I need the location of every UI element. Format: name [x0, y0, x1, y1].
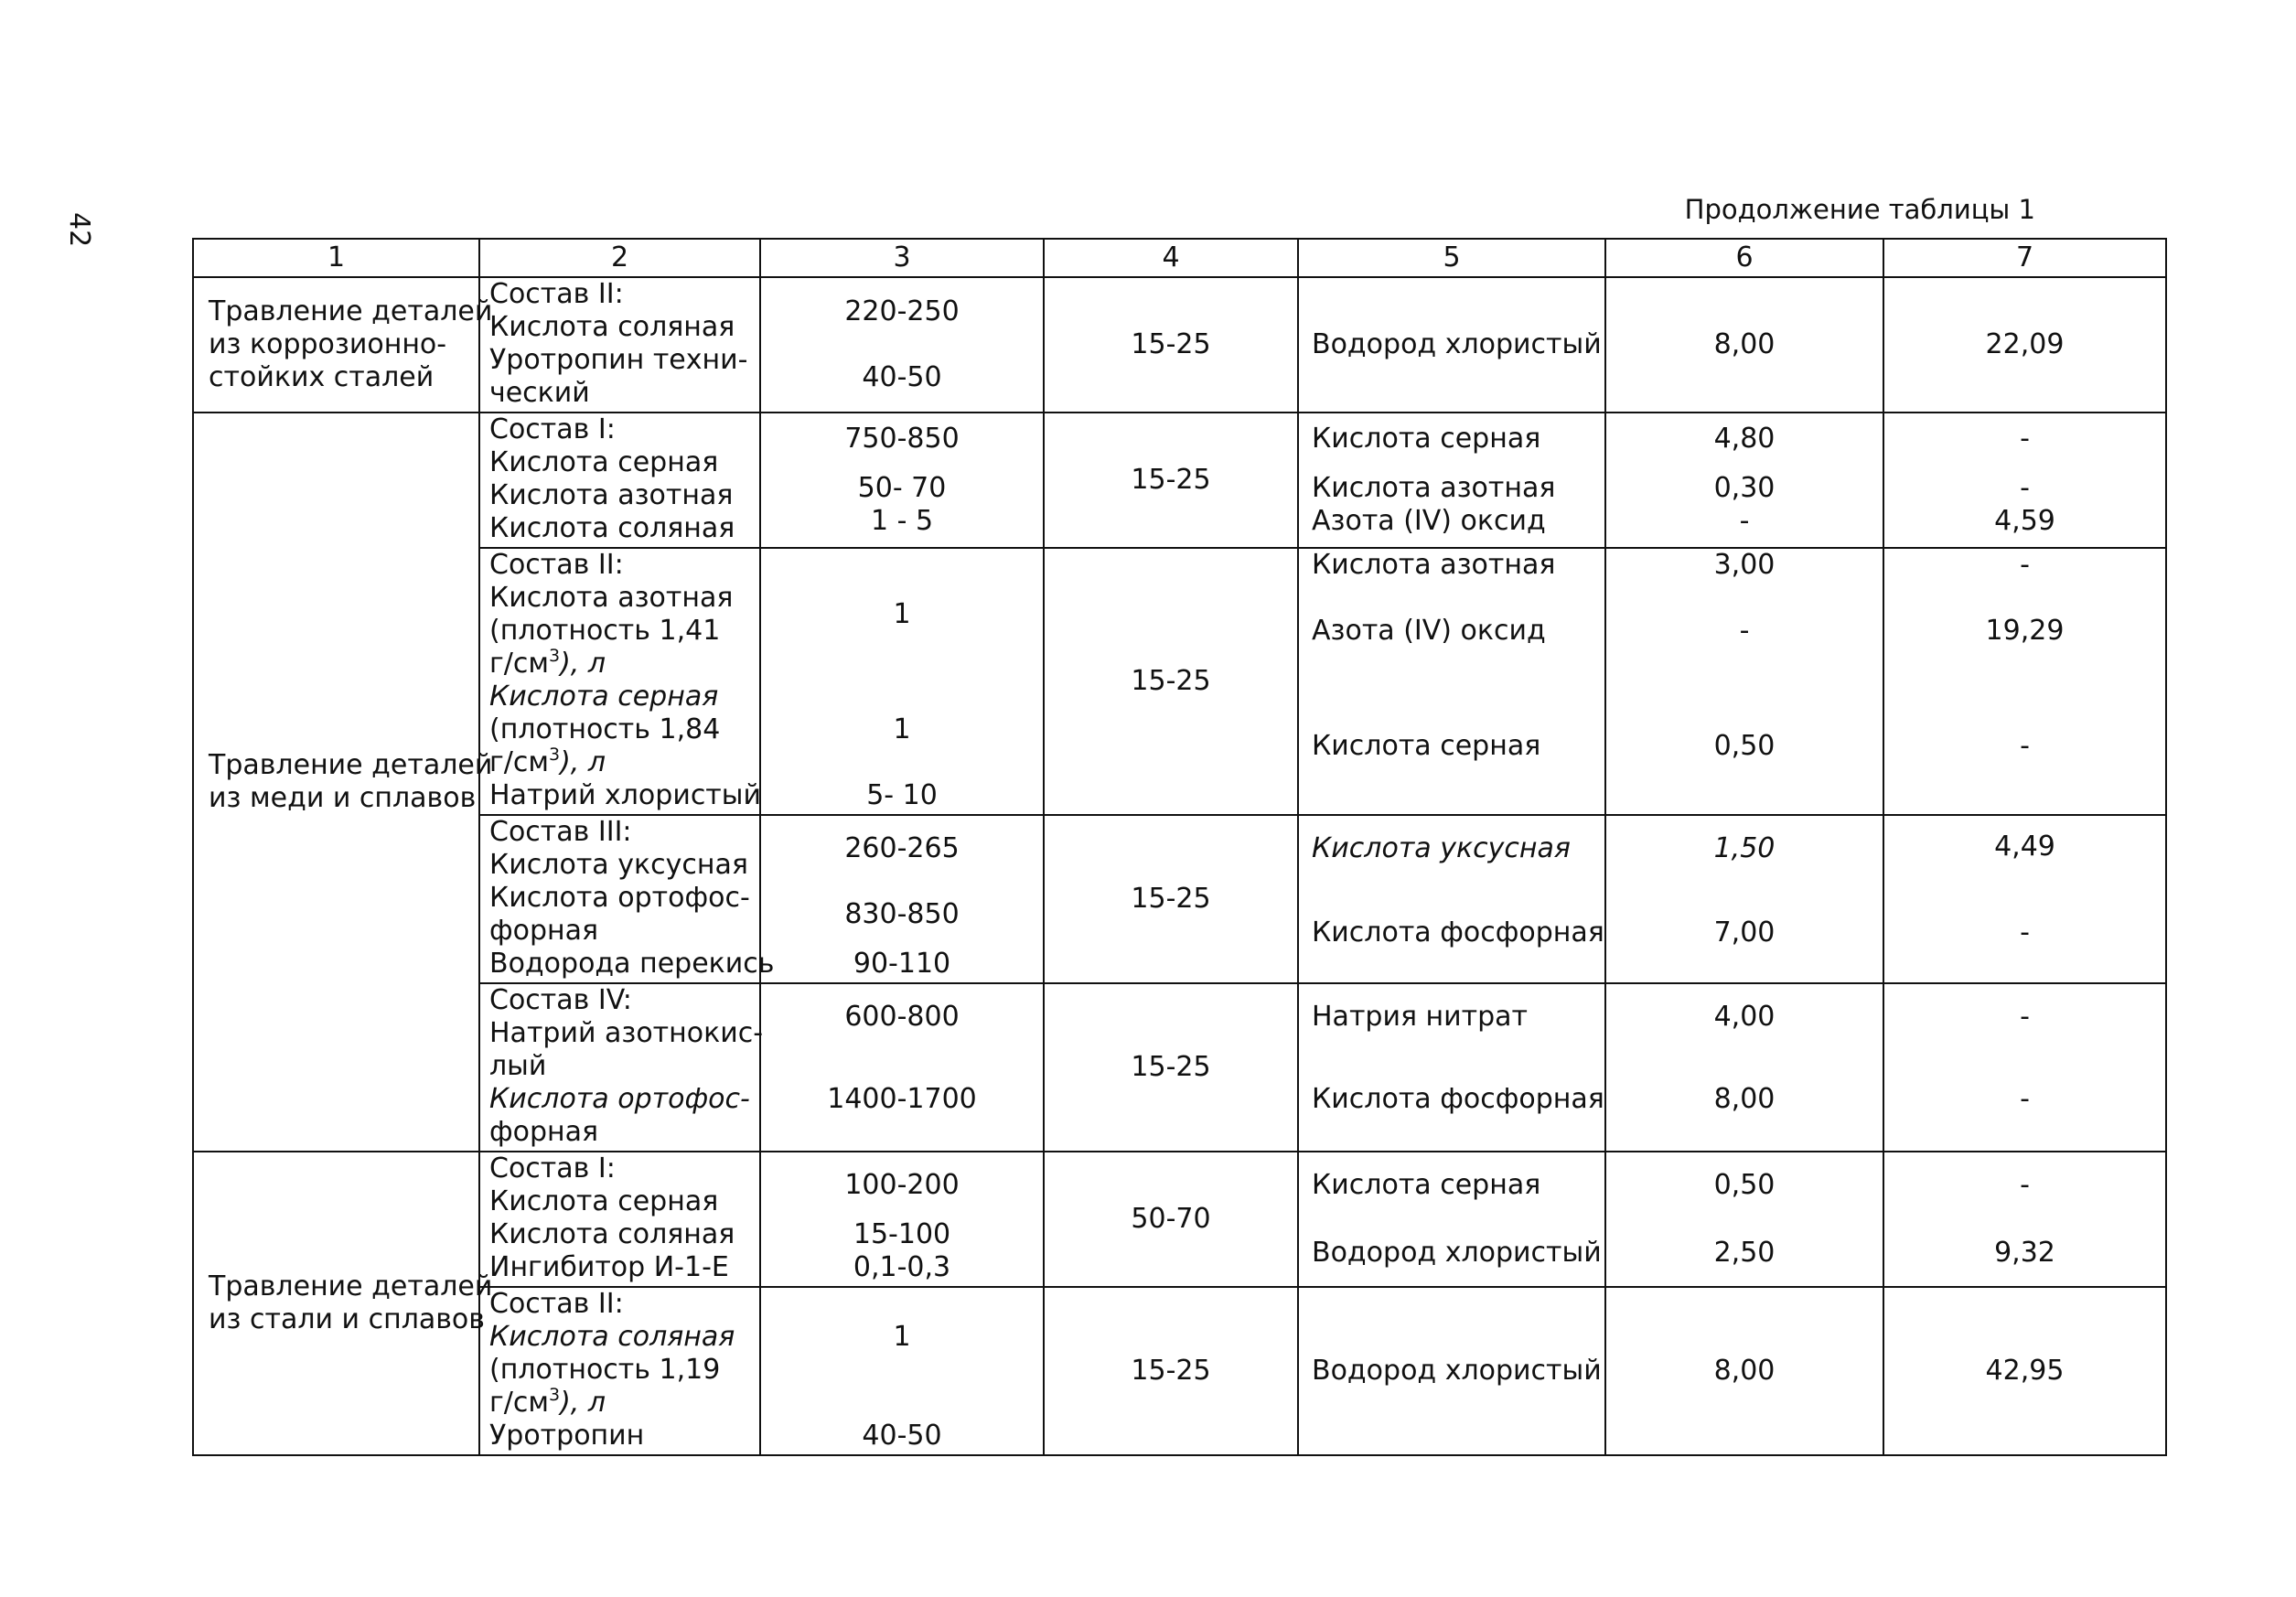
- gross-emission-value: 4,59: [1994, 505, 2055, 537]
- gross-emission-cell: [1883, 983, 2166, 1152]
- composition-line: форная: [489, 1116, 599, 1148]
- concentration-value: 50- 70: [857, 472, 947, 504]
- specific-emission-value: 4,80: [1713, 423, 1776, 455]
- composition-line: Водорода перекись: [489, 948, 775, 980]
- composition-cell: [479, 815, 775, 983]
- concentration-value: 1400-1700: [827, 1083, 977, 1115]
- unit-text: г/см: [489, 1387, 549, 1419]
- specific-emission-cell: [1605, 413, 1883, 548]
- concentration-value: 0,1-0,3: [853, 1251, 951, 1283]
- substance-name: Водород хлористый: [1312, 328, 1602, 360]
- specific-emission-cell: [1605, 1287, 1883, 1455]
- composition-line: (плотность 1,41: [489, 615, 721, 647]
- composition-line: Кислота азотная: [489, 479, 734, 511]
- operation-line: Травление деталей: [209, 1270, 493, 1302]
- substance-name: Кислота азотная: [1312, 472, 1556, 504]
- substance-cell: [1298, 548, 1605, 815]
- composition-line: Состав III:: [489, 816, 632, 848]
- gross-emission-value: 19,29: [1985, 615, 2065, 647]
- page-number: 42: [63, 212, 95, 248]
- specific-emission-value: 0,30: [1713, 472, 1776, 504]
- superscript: 3: [549, 646, 561, 666]
- substance-cell: [1298, 413, 1605, 548]
- operation-line: из коррозионно-: [209, 328, 447, 360]
- substance-cell: [1298, 1287, 1605, 1455]
- concentration-cell: [760, 413, 1044, 548]
- specific-emission-value: 8,00: [1713, 328, 1776, 360]
- operation-line: Травление деталей: [209, 749, 493, 781]
- composition-line: Натрий хлористый: [489, 779, 761, 811]
- composition-cell: [479, 548, 760, 815]
- header-cell: 4: [1044, 239, 1298, 277]
- concentration-value: 100-200: [844, 1169, 960, 1201]
- operation-line: из стали и сплавов: [209, 1303, 485, 1335]
- temperature-cell: 15-25: [1044, 815, 1298, 983]
- concentration-value: 90-110: [853, 948, 951, 980]
- concentration-value: 260-265: [844, 832, 960, 864]
- concentration-value: 40-50: [862, 1420, 942, 1452]
- concentration-cell: [760, 983, 1044, 1152]
- substance-cell: [1298, 1152, 1605, 1287]
- concentration-value: 1 - 5: [870, 505, 934, 537]
- gross-emission-value: -: [2020, 1083, 2030, 1115]
- operation-cell: [193, 1152, 493, 1455]
- composition-line: Натрий азотнокис-: [489, 1017, 764, 1049]
- composition-line: Состав II:: [489, 278, 624, 310]
- substance-name: Кислота азотная: [1312, 549, 1556, 581]
- substance-name: Кислота уксусная: [1312, 832, 1571, 864]
- table-caption: Продолжение таблицы 1: [1684, 194, 2035, 225]
- substance-name: Кислота фосфорная: [1312, 916, 1604, 949]
- superscript: 3: [549, 745, 561, 765]
- gross-emission-value: -: [2020, 549, 2030, 581]
- substance-cell: [1298, 815, 1605, 983]
- composition-cell: [479, 277, 760, 413]
- specific-emission-value: 7,00: [1713, 916, 1776, 949]
- specific-emission-value: 0,50: [1713, 1169, 1776, 1201]
- gross-emission-value: -: [2020, 730, 2030, 762]
- concentration-value: 15-100: [853, 1218, 951, 1250]
- gross-emission-value: -: [2020, 423, 2030, 455]
- data-table: [192, 238, 2167, 1456]
- header-cell: 3: [760, 239, 1044, 277]
- concentration-cell: [760, 1152, 1044, 1287]
- specific-emission-cell: [1605, 277, 1883, 413]
- unit-text: ), л: [560, 648, 606, 680]
- table-row: [193, 815, 2166, 983]
- operation-cell: [193, 277, 493, 413]
- superscript: 3: [549, 1385, 561, 1405]
- substance-name: Кислота фосфорная: [1312, 1083, 1604, 1115]
- temperature-cell: 15-25: [1044, 983, 1298, 1152]
- composition-line: Кислота серная: [489, 1185, 719, 1217]
- gross-emission-value: 22,09: [1985, 328, 2065, 360]
- header-cell: 5: [1298, 239, 1605, 277]
- temperature-cell: 15-25: [1044, 548, 1298, 815]
- unit-text: ), л: [560, 746, 606, 778]
- specific-emission-value: 3,00: [1713, 549, 1776, 581]
- gross-emission-cell: [1883, 815, 2166, 983]
- unit-text: г/см: [489, 746, 549, 778]
- composition-line: Состав IV:: [489, 984, 632, 1016]
- gross-emission-value: -: [2020, 1001, 2030, 1033]
- composition-line: Кислота соляная: [489, 311, 735, 343]
- gross-emission-value: -: [2020, 472, 2030, 504]
- specific-emission-value: 4,00: [1713, 1001, 1776, 1033]
- substance-name: Кислота серная: [1312, 1169, 1541, 1201]
- table-row: [193, 548, 2166, 815]
- unit-text: г/см: [489, 648, 549, 680]
- unit-text: ), л: [560, 1387, 606, 1419]
- composition-line: [489, 746, 750, 779]
- specific-emission-cell: [1605, 815, 1883, 983]
- temperature-cell: 15-25: [1044, 1287, 1298, 1455]
- composition-cell: [479, 983, 764, 1152]
- specific-emission-value: 1,50: [1713, 832, 1776, 864]
- specific-emission-cell: [1605, 548, 1883, 815]
- header-cell: 7: [1883, 239, 2166, 277]
- composition-line: Состав I:: [489, 1152, 616, 1184]
- concentration-value: 1: [893, 713, 911, 745]
- composition-line: Кислота соляная: [489, 1218, 735, 1250]
- operation-line: Травление деталей: [209, 295, 493, 327]
- gross-emission-value: 42,95: [1985, 1355, 2065, 1387]
- gross-emission-cell: [1883, 277, 2166, 413]
- composition-line: Кислота серная: [489, 681, 719, 713]
- composition-line: (плотность 1,84: [489, 713, 721, 745]
- specific-emission-value: 0,50: [1713, 730, 1776, 762]
- composition-cell: [479, 413, 760, 548]
- composition-line: Уротропин: [489, 1420, 645, 1452]
- gross-emission-value: -: [2020, 916, 2030, 949]
- composition-line: Кислота уксусная: [489, 849, 748, 881]
- concentration-value: 1: [893, 598, 911, 630]
- table-row: [193, 983, 2166, 1152]
- concentration-value: 5- 10: [866, 779, 938, 811]
- composition-line: лый: [489, 1050, 547, 1082]
- specific-emission-cell: [1605, 983, 1883, 1152]
- substance-name: Водород хлористый: [1312, 1355, 1602, 1387]
- composition-line: [489, 1387, 750, 1420]
- substance-name: Кислота серная: [1312, 730, 1541, 762]
- concentration-value: 600-800: [844, 1001, 960, 1033]
- composition-line: Состав II:: [489, 549, 624, 581]
- specific-emission-value: -: [1739, 615, 1750, 647]
- substance-name: Натрия нитрат: [1312, 1001, 1529, 1033]
- composition-line: Кислота азотная: [489, 582, 734, 614]
- temperature-cell: 15-25: [1044, 413, 1298, 548]
- composition-line: Ингибитор И-1-Е: [489, 1251, 729, 1283]
- composition-line: Состав I:: [489, 413, 616, 445]
- header-cell: 6: [1605, 239, 1883, 277]
- specific-emission-value: 2,50: [1713, 1237, 1776, 1269]
- composition-line: Кислота соляная: [489, 512, 735, 544]
- concentration-cell: [760, 277, 1044, 413]
- gross-emission-value: -: [2020, 1169, 2030, 1201]
- operation-line: стойких сталей: [209, 361, 435, 393]
- specific-emission-value: -: [1739, 505, 1750, 537]
- substance-cell: [1298, 277, 1605, 413]
- header-cell: 1: [193, 239, 479, 277]
- table-row: [193, 1287, 2166, 1455]
- gross-emission-value: 9,32: [1994, 1237, 2055, 1269]
- composition-line: форная: [489, 915, 599, 947]
- temperature-cell: 50-70: [1044, 1152, 1298, 1287]
- concentration-value: 220-250: [844, 295, 960, 327]
- substance-name: Азота (IV) оксид: [1312, 615, 1546, 647]
- concentration-value: 1: [893, 1321, 911, 1353]
- gross-emission-cell: [1883, 413, 2166, 548]
- substance-name: Кислота серная: [1312, 423, 1541, 455]
- table-row: [193, 277, 2166, 413]
- composition-line: Кислота соляная: [489, 1321, 735, 1353]
- gross-emission-cell: [1883, 1287, 2166, 1455]
- substance-cell: [1298, 983, 1605, 1152]
- concentration-cell: [760, 548, 1044, 815]
- composition-cell: [479, 1287, 760, 1455]
- gross-emission-value: 4,49: [1994, 831, 2055, 863]
- composition-line: Кислота ортофос-: [489, 1083, 750, 1115]
- composition-line: [489, 648, 750, 681]
- table-row: [193, 413, 2166, 548]
- concentration-cell: [760, 815, 1044, 983]
- table-row: [193, 1152, 2166, 1287]
- concentration-value: 750-850: [844, 423, 960, 455]
- specific-emission-value: 8,00: [1713, 1355, 1776, 1387]
- gross-emission-cell: [1883, 548, 2166, 815]
- composition-line: Уротропин техни-: [489, 344, 748, 376]
- concentration-value: 830-850: [844, 898, 960, 930]
- substance-name: Водород хлористый: [1312, 1237, 1602, 1269]
- specific-emission-cell: [1605, 1152, 1883, 1287]
- composition-line: (плотность 1,19: [489, 1354, 721, 1386]
- temperature-cell: 15-25: [1044, 277, 1298, 413]
- header-cell: 2: [479, 239, 760, 277]
- gross-emission-cell: [1883, 1152, 2166, 1287]
- operation-line: из меди и сплавов: [209, 782, 477, 814]
- composition-line: Состав II:: [489, 1288, 624, 1320]
- concentration-value: 40-50: [862, 361, 942, 393]
- specific-emission-value: 8,00: [1713, 1083, 1776, 1115]
- concentration-cell: [760, 1287, 1044, 1455]
- substance-name: Азота (IV) оксид: [1312, 505, 1546, 537]
- operation-cell: [193, 413, 493, 1152]
- composition-line: Кислота серная: [489, 446, 719, 478]
- composition-line: Кислота ортофос-: [489, 882, 750, 914]
- header-row: [193, 239, 2166, 277]
- composition-line: ческий: [489, 377, 590, 409]
- composition-cell: [479, 1152, 760, 1287]
